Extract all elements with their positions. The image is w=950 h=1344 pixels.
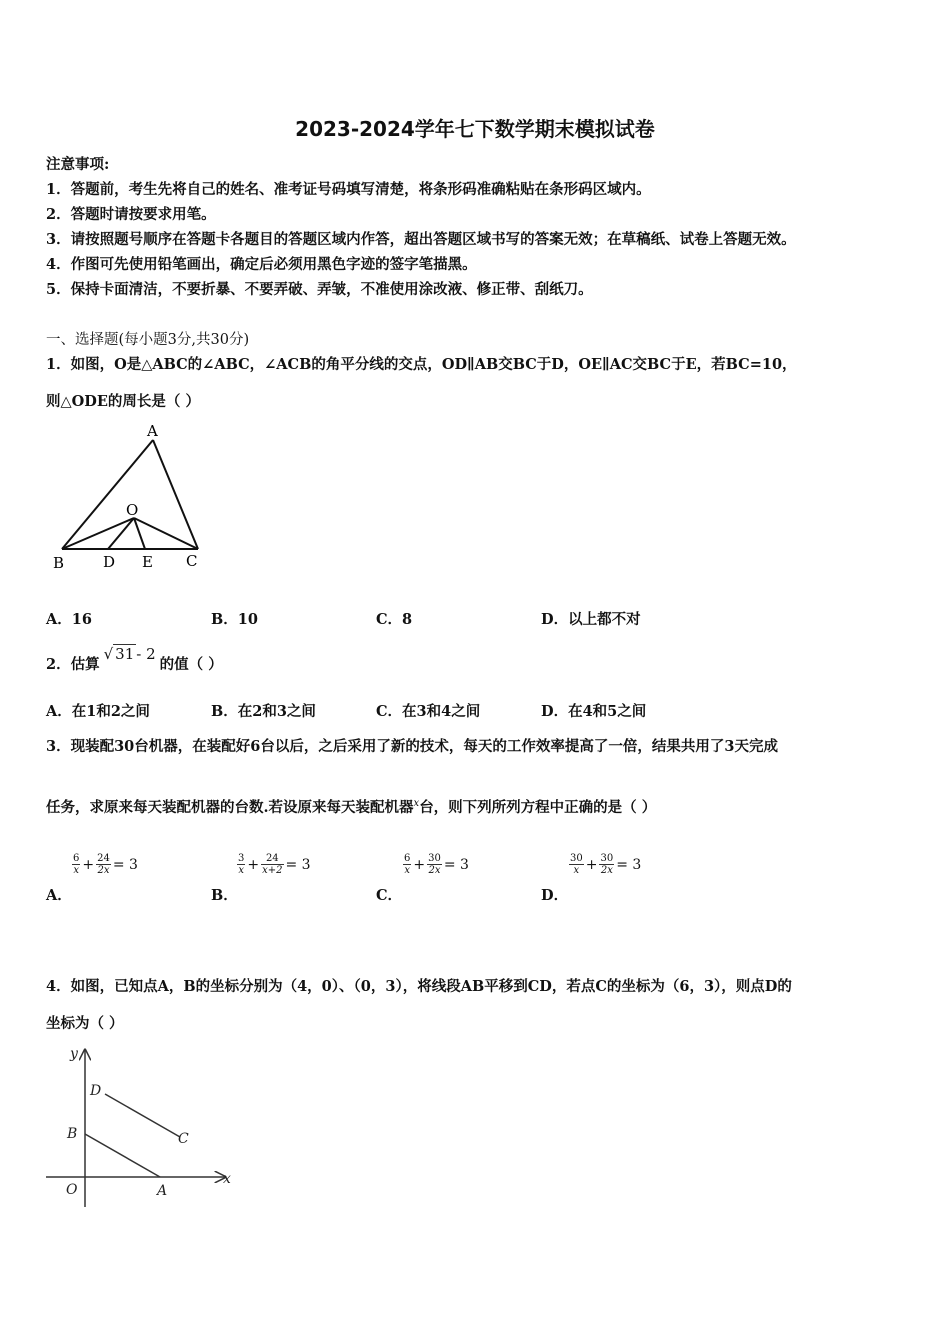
fraction-denominator: x [73, 865, 79, 876]
q1-option-b: B．10 [211, 611, 258, 628]
label-d: D [103, 553, 116, 571]
label-o: O [126, 501, 139, 519]
notice-item: 4．作图可先使用铅笔画出，确定后必须用黑色字迹的签字笔描黑。 [46, 256, 477, 273]
q3-text [46, 796, 656, 817]
notice-heading: 注意事项: [46, 156, 110, 173]
q2-text [46, 645, 223, 674]
axis-label-x: x [223, 1171, 231, 1187]
q3-option-a-equation: $\frac{6}{x}$ + $\frac{24}{2x}$ = 3 [73, 853, 138, 876]
q3-variable: x [413, 798, 420, 810]
label-d: D [90, 1083, 102, 1099]
q2-option-a: A．在1和2之间 [46, 703, 150, 720]
fraction-numerator: 30 [428, 853, 441, 864]
section-heading: 一、选择题(每小题3分,共30分) [46, 332, 250, 348]
q4-text: 坐标为（ ） [46, 1015, 124, 1032]
notice-item: 3．请按照题号顺序在答题卡各题目的答题区域内作答，超出答题区域书写的答案无效；在草稿纸、试卷上答题无效。 [46, 231, 796, 248]
edge-ac [153, 440, 198, 549]
segment-bo [62, 518, 134, 549]
fraction-numerator: 24 [261, 853, 283, 865]
fraction-numerator: 6 [73, 853, 80, 864]
q1-triangle-figure [46, 418, 216, 578]
q2-radicand: 31 [115, 645, 135, 663]
segment-ab [85, 1134, 160, 1177]
q2-minus: - 2 [136, 645, 156, 663]
notice-item: 5．保持卡面清洁，不要折暴、不要弄破、弄皱，不准使用涂改液、修正带、刮纸刀。 [46, 281, 593, 298]
q3-option-c-equation: $\frac{6}{x}$ + $\frac{30}{2x}$ = 3 [404, 853, 469, 876]
q3-option-a-label: A． [46, 887, 72, 904]
q1-option-c: C．8 [376, 611, 413, 628]
page-title: 2023-2024学年七下数学期末模拟试卷 [295, 117, 655, 141]
label-a: A [147, 422, 158, 440]
fraction-numerator: 3 [238, 853, 245, 864]
axis-label-y: y [70, 1046, 78, 1062]
label-e: E [142, 553, 153, 571]
q2-option-d: D．在4和5之间 [541, 703, 647, 720]
q3-text-part1: 任务，求原来每天装配机器的台数.若设原来每天装配机器 [46, 799, 414, 816]
q4-text: 4．如图，已知点A，B的坐标分别为（4，0）、（0，3），将线段AB平移到CD，若点C的坐标为（6，3），则点D的 [46, 978, 792, 995]
equation-rhs: = 3 [616, 856, 642, 873]
q3-option-d-label: D． [541, 887, 569, 904]
q2-option-b: B．在2和3之间 [211, 703, 316, 720]
q3-option-d-equation: $\frac{30}{x}$ + $\frac{30}{2x}$ = 3 [570, 853, 642, 876]
fraction-denominator: x [238, 865, 244, 876]
segment-dc [105, 1094, 180, 1137]
label-b: B [67, 1126, 78, 1142]
fraction-denominator: x+2 [262, 865, 283, 876]
equation-rhs: = 3 [443, 856, 469, 873]
equation-rhs: = 3 [285, 856, 311, 873]
q3-option-b-equation: $\frac{3}{x}$ + $\frac{24}{x+2}$ = 3 [238, 853, 311, 876]
notice-item: 1．答题前，考生先将自己的姓名、准考证号码填写清楚，将条形码准确粘贴在条形码区域内。 [46, 181, 651, 198]
label-c: C [178, 1131, 189, 1147]
q1-text: 则△ODE的周长是（ ） [46, 393, 200, 410]
fraction-denominator: x [573, 865, 580, 876]
q1-text: 1．如图，O是△ABC的∠ABC，∠ACB的角平分线的交点，OD∥AB交BC于D，OE∥AC交BC于E，若BC=10， [46, 356, 797, 373]
q2-sqrt-expression: √ 31 - 2 [103, 645, 156, 663]
fraction-denominator: 2x [97, 865, 110, 876]
q2-option-c: C．在3和4之间 [376, 703, 481, 720]
fraction-denominator: 2x [428, 865, 441, 876]
label-a: A [157, 1183, 168, 1199]
q3-text-part2: 台，则下列所列方程中正确的是（ ） [419, 799, 657, 816]
q3-text: 3．现装配30台机器，在装配好6台以后，之后采用了新的技术，每天的工作效率提高了一倍，结果共用了3天完成 [46, 738, 778, 755]
label-origin: O [66, 1182, 78, 1198]
q1-option-a: A．16 [46, 611, 92, 628]
q1-option-d: D．以上都不对 [541, 611, 641, 628]
q3-option-b-label: B． [211, 887, 238, 904]
fraction-numerator: 6 [404, 853, 411, 864]
notice-item: 2．答题时请按要求用笔。 [46, 206, 216, 223]
q3-option-c-label: C． [376, 887, 403, 904]
label-b: B [53, 554, 65, 572]
fraction-numerator: 30 [600, 853, 614, 864]
equation-rhs: = 3 [112, 856, 138, 873]
q2-prefix: 2．估算 [46, 656, 100, 673]
fraction-numerator: 24 [97, 853, 110, 864]
q4-coordinate-figure [40, 1042, 240, 1217]
q2-suffix: 的值（ ） [159, 656, 223, 673]
fraction-numerator: 30 [570, 853, 583, 864]
label-c: C [186, 552, 198, 570]
fraction-denominator: x [404, 865, 410, 876]
fraction-denominator: 2x [600, 865, 613, 876]
